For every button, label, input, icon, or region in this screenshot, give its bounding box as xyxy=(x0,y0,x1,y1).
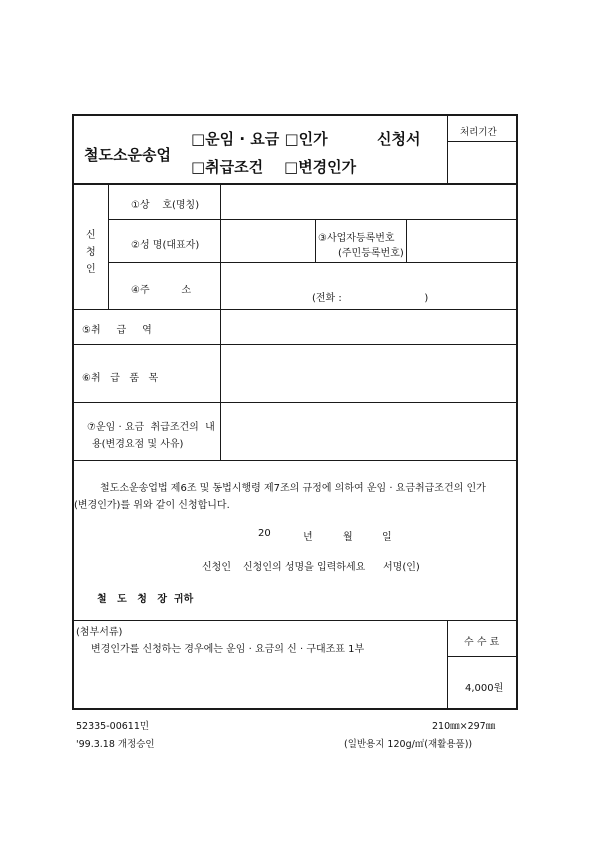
form-title-line2: □취급조건 □변경인가 xyxy=(191,158,357,176)
applicant-name-input[interactable]: 신청인의 성명을 입력하세요 xyxy=(243,562,366,573)
paper-type: (일반용지 120g/㎡(재활용품)) xyxy=(344,739,473,750)
form-title-suffix: 신청서 xyxy=(377,130,421,148)
form-code: 52335-00611민 xyxy=(76,721,150,732)
attachments-label: (첨부서류) xyxy=(76,627,123,638)
applicant-label: 신청인 xyxy=(202,562,231,573)
fee-value: 4,000원 xyxy=(465,683,504,694)
applicant-side-label-1: 신 xyxy=(86,230,96,241)
form-title-line1: □운임 · 요금 □인가 xyxy=(191,130,328,148)
applicant-side-label-3: 인 xyxy=(86,264,96,275)
address-label: ④주 소 xyxy=(131,285,192,296)
trade-name-label: ①상 호(명칭) xyxy=(131,200,200,211)
representative-name-label: ②성 명(대표자) xyxy=(131,240,200,251)
date-year[interactable]: 20 xyxy=(258,528,271,539)
signature-label: 서명(인) xyxy=(383,562,420,573)
content-label-line1: ⑦운임 · 요금 취급조건의 내 xyxy=(87,422,215,433)
date-month[interactable]: 월 xyxy=(343,532,353,543)
processing-period-label: 처리기간 xyxy=(460,127,497,138)
declaration-line2: (변경인가)를 위와 같이 신청합니다. xyxy=(74,500,230,511)
fee-label: 수 수 료 xyxy=(464,637,500,648)
handling-area-label: ⑤취 급 역 xyxy=(82,325,152,336)
declaration-line1: 철도소운송업법 제6조 및 동법시행령 제7조의 규정에 의하여 운임 · 요금취급조건의 인가 xyxy=(100,483,486,494)
addressee: 철 도 청 장 귀하 xyxy=(97,594,194,605)
business-registration-label: ③사업자등록번호 xyxy=(318,233,395,244)
applicant-side-label-2: 청 xyxy=(86,247,96,258)
approval-note: '99.3.18 개정승인 xyxy=(76,739,155,750)
paper-size: 210㎜×297㎜ xyxy=(432,721,496,732)
attachments-text: 변경인가를 신청하는 경우에는 운임 · 요금의 신 · 구대조표 1부 xyxy=(91,644,365,655)
phone-field[interactable]: (전화 : ) xyxy=(312,293,429,304)
date-year-unit: 년 xyxy=(303,532,313,543)
content-label-line2: 용(변경요점 및 사유) xyxy=(92,439,184,450)
handling-items-label: ⑥취 급 품 목 xyxy=(82,373,159,384)
resident-registration-label: (주민등록번호) xyxy=(338,248,404,259)
form-title-left: 철도소운송업 xyxy=(84,146,171,164)
date-day[interactable]: 일 xyxy=(382,532,392,543)
